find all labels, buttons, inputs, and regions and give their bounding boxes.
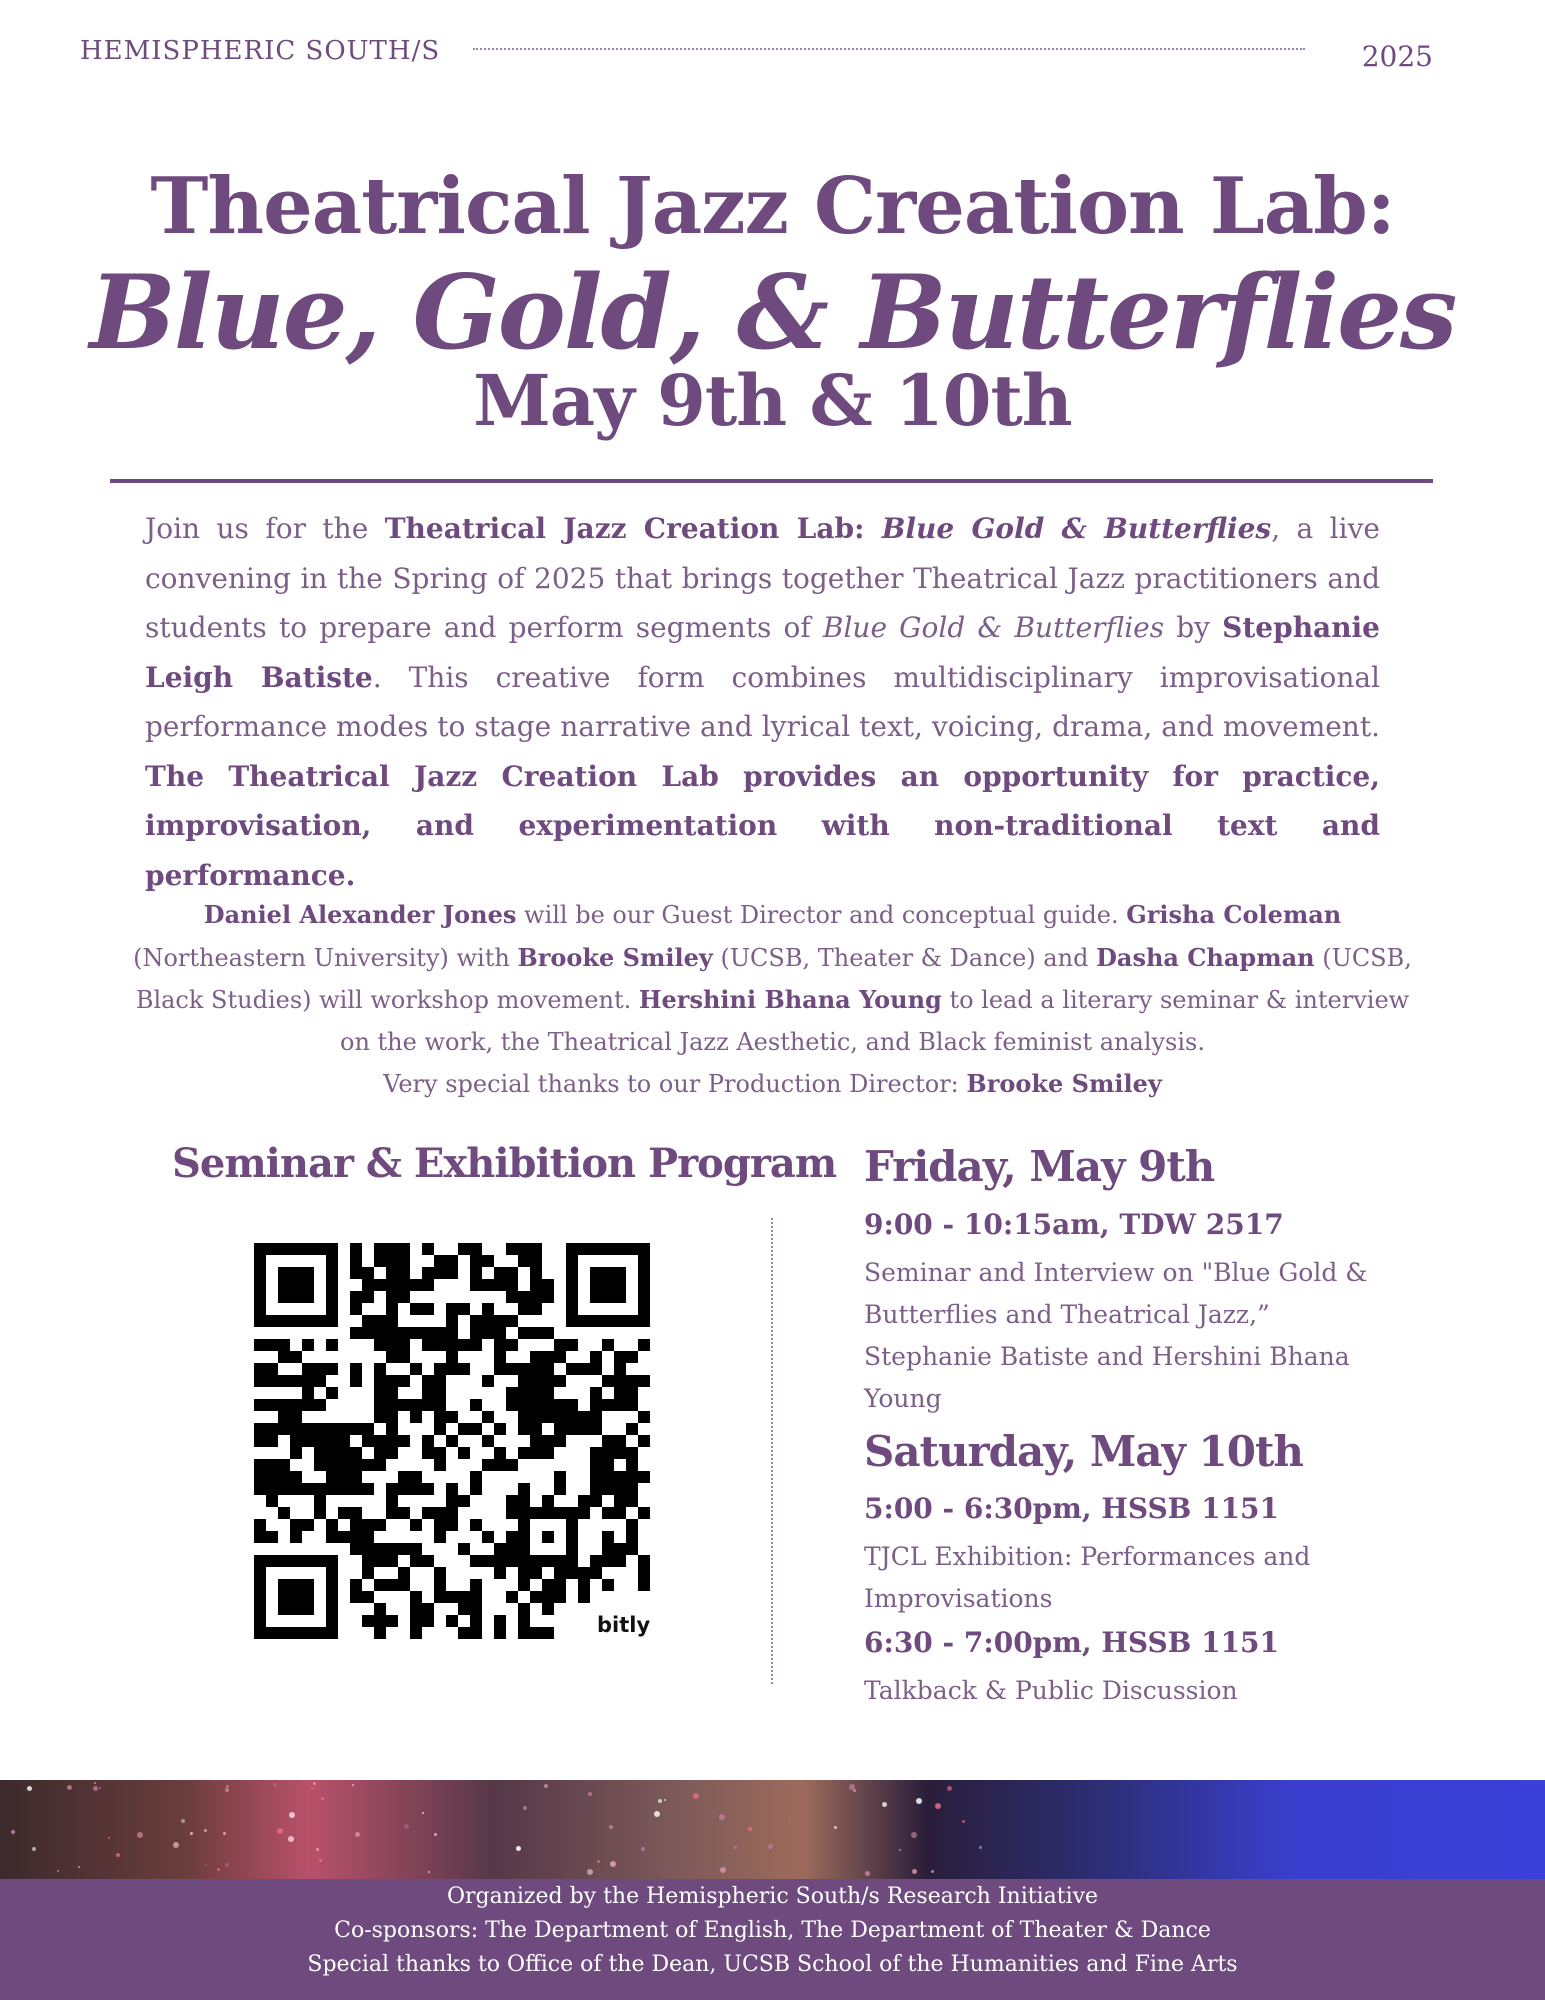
- intro-paragraph: Join us for the Theatrical Jazz Creation Lab: Blue Gold & Butterflies, a live convening in the Spring of 2025 that brings together Theatrical Jazz practitioners and students to prepare and perform segments of Blue Gold & Butterflies by Stephanie Leigh Batiste. This creative form combines multidisciplinary improvisational performance modes to stage narrative and lyrical text, voicing, drama, and movement. The Theatrical Jazz Creation Lab provides an opportunity for practice, improvisation, and experimentation with non-traditional text and performance.: [145, 512, 1381, 892]
- saturday-slot1-description: TJCL Exhibition: Performances and Improvisations: [864, 1542, 1311, 1613]
- saturday-slot2-description: Talkback & Public Discussion: [864, 1676, 1238, 1705]
- friday-slot-time: 9:00 - 10:15am, TDW 2517: [864, 1208, 1284, 1241]
- event-dates: May 9th & 10th: [473, 359, 1072, 442]
- saturday-slot1-time: 5:00 - 6:30pm, HSSB 1151: [864, 1492, 1280, 1525]
- footer-thanks: Special thanks to Office of the Dean, UCSB School of the Humanities and Fine Arts: [307, 1952, 1238, 1977]
- friday-slot-description: Seminar and Interview on "Blue Gold & Butterflies and Theatrical Jazz,” Stephanie Batiste and Hershini Bhana Young: [864, 1258, 1368, 1413]
- credits-paragraph: Daniel Alexander Jones will be our Guest Director and conceptual guide. Grisha Coleman (Northeastern University) with Brooke Smiley (UCSB, Theater & Dance) and Dasha Chapman (UCSB, Black Studies) will workshop movement. Hershini Bhana Young to lead a literary seminar & interview on the work, the Theatrical Jazz Aesthetic, and Black feminist analysis. Very special thanks to our Production Director: Brooke Smiley: [133, 900, 1412, 1098]
- program-heading: Seminar & Exhibition Program: [172, 1140, 837, 1187]
- footer-cosponsors: Co-sponsors: The Department of English, The Department of Theater & Dance: [334, 1918, 1211, 1943]
- qr-code-icon[interactable]: [254, 1243, 650, 1639]
- performance-photo-banner: [0, 1780, 1545, 1880]
- footer-organizer: Organized by the Hemispheric South/s Research Initiative: [446, 1884, 1099, 1909]
- friday-heading: Friday, May 9th: [864, 1142, 1215, 1191]
- saturday-slot2-time: 6:30 - 7:00pm, HSSB 1151: [864, 1626, 1280, 1659]
- series-name: HEMISPHERIC SOUTH/S: [80, 36, 441, 66]
- bitly-logo: bitly: [597, 1613, 651, 1637]
- saturday-heading: Saturday, May 10th: [864, 1427, 1303, 1476]
- event-subtitle: Blue, Gold, & Butterflies: [89, 253, 1456, 373]
- column-divider: [771, 1218, 773, 1684]
- event-title: Theatrical Jazz Creation Lab:: [150, 161, 1395, 252]
- header-dotted-rule: [473, 48, 1305, 50]
- title-divider: [110, 479, 1433, 483]
- header-year: 2025: [1361, 40, 1433, 73]
